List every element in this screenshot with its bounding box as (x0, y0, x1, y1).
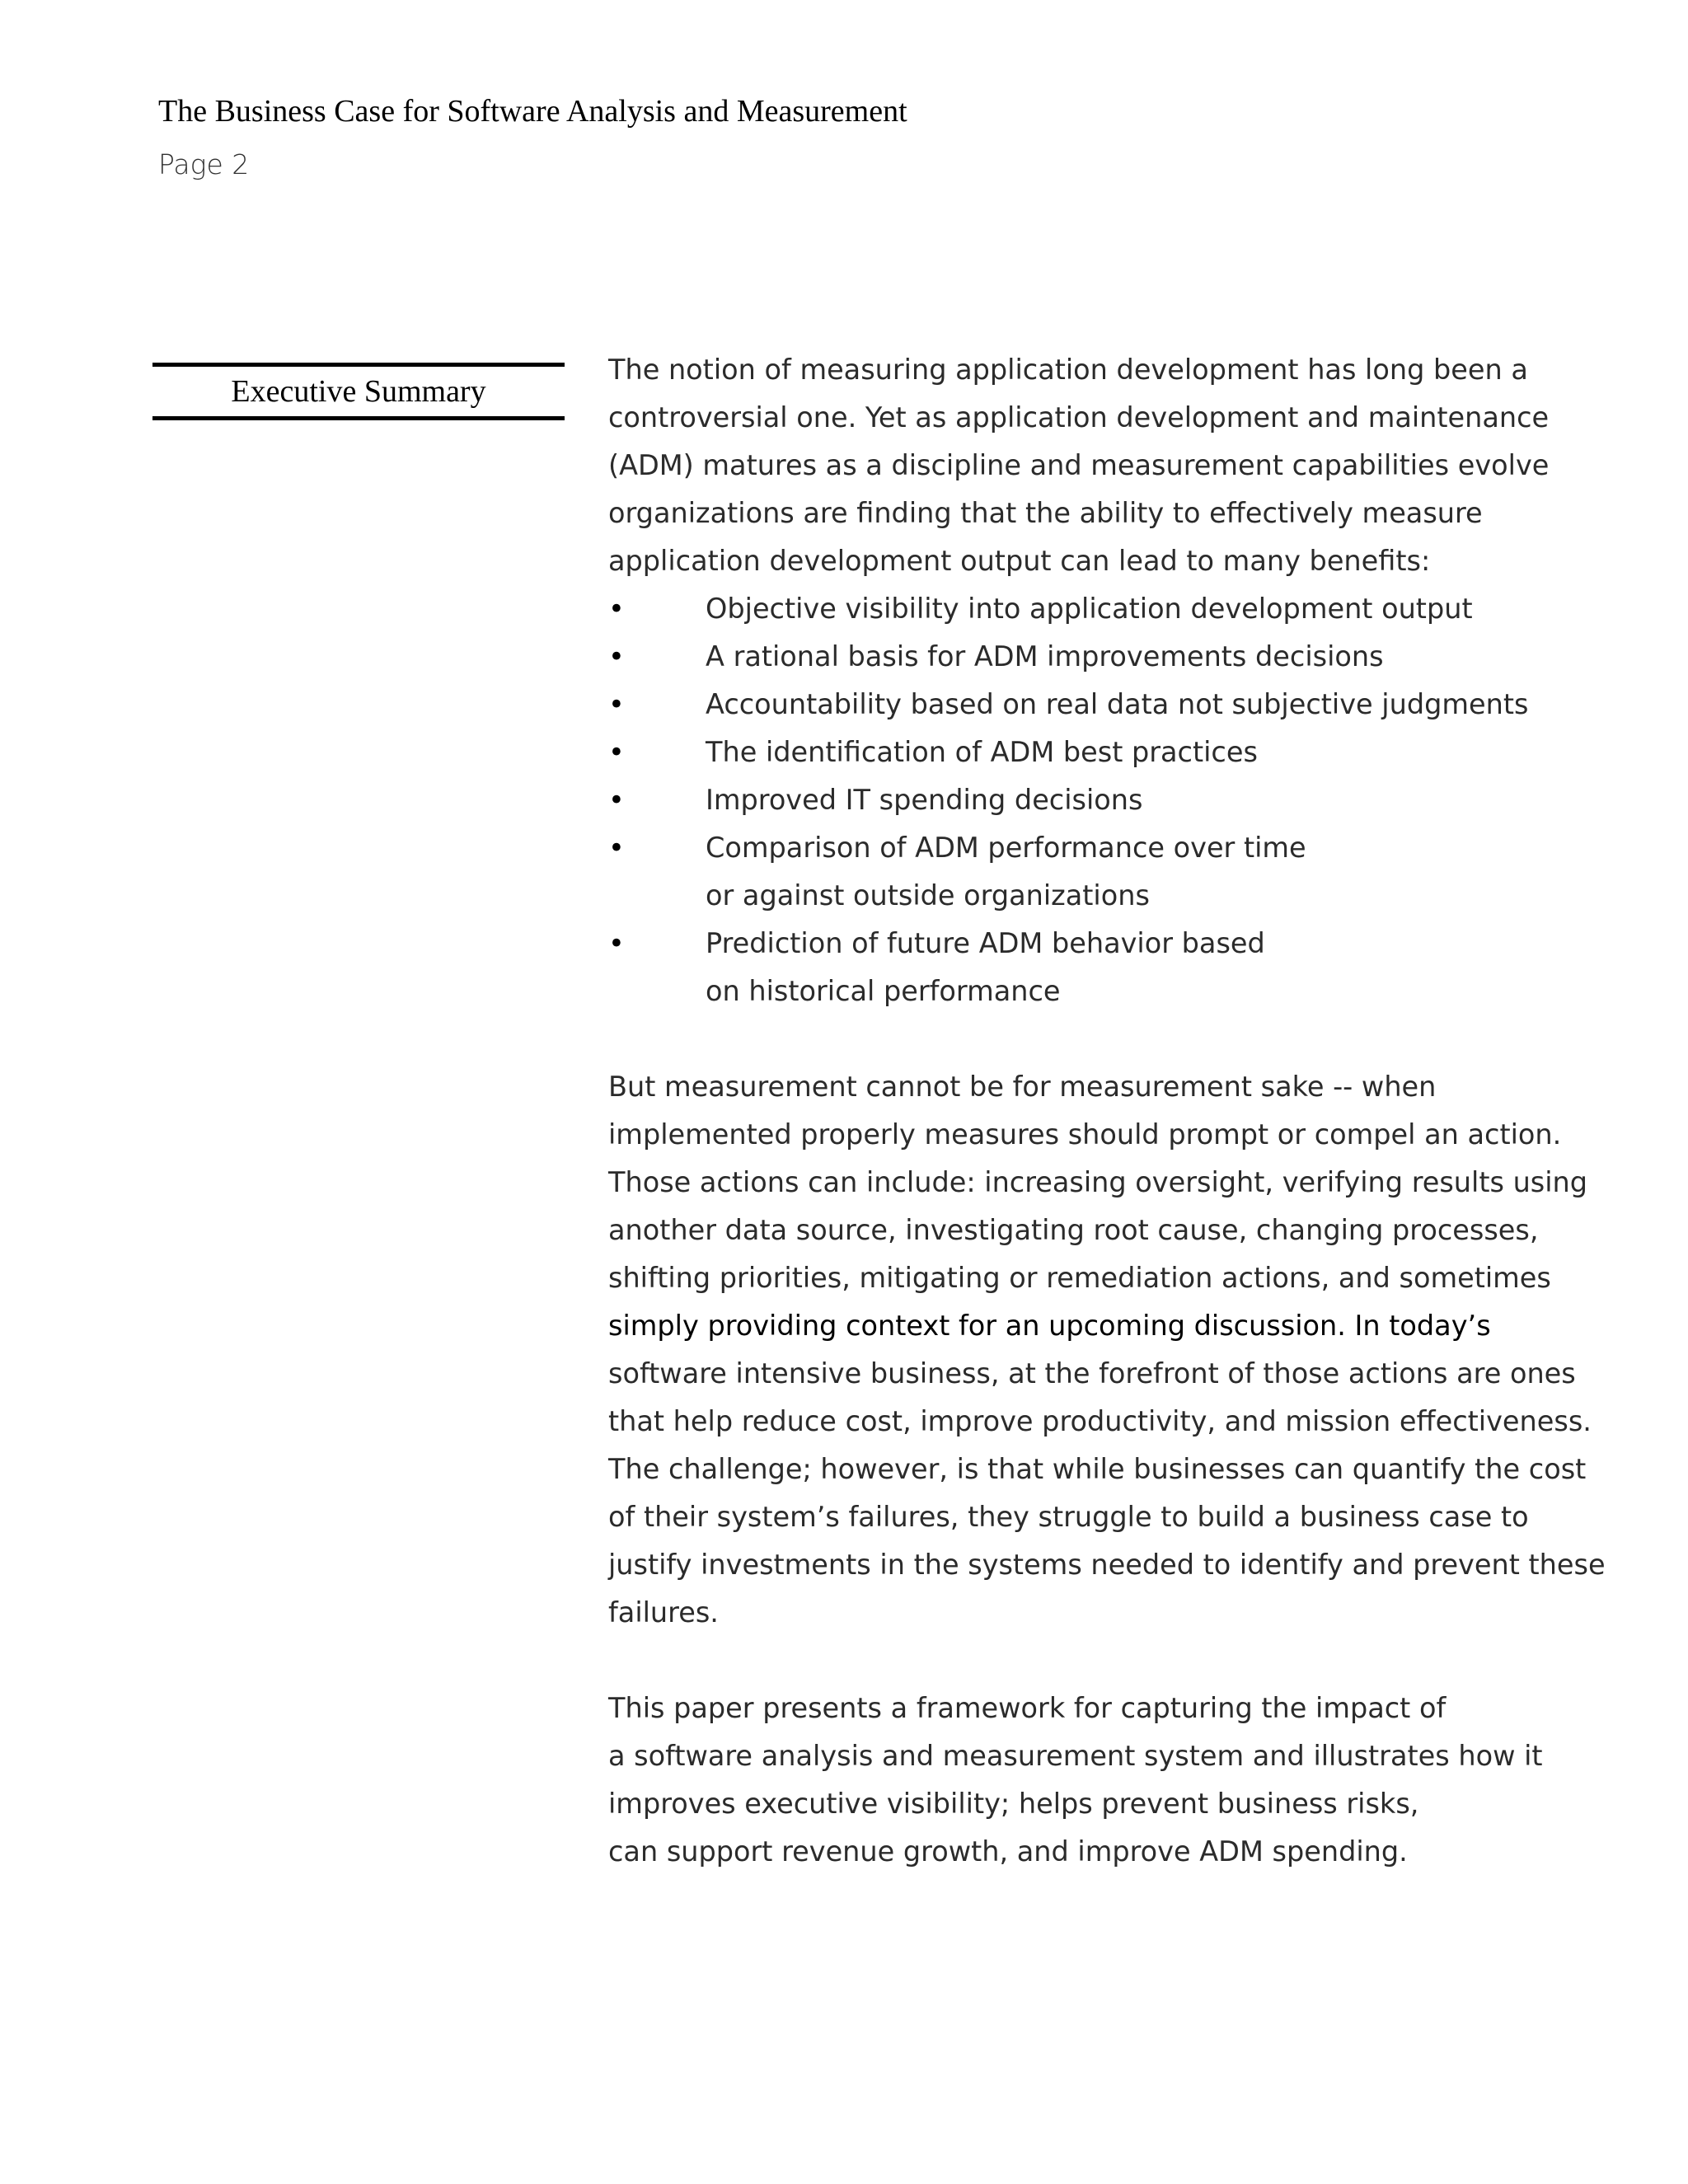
body-column (608, 346, 1606, 1876)
bullet-icon: • (608, 640, 625, 673)
list-item-text: Prediction of future ADM behavior based (706, 927, 1265, 959)
list-item-text: Objective visibility into application development output (706, 593, 1473, 625)
bullet-icon: • (608, 593, 625, 625)
bullet-icon: • (608, 832, 625, 864)
list-item (608, 585, 1515, 633)
list-item-text: The identification of ADM best practices (706, 736, 1258, 768)
section-heading: Executive Summary (231, 374, 486, 409)
text-line: (ADM) matures as a discipline and measurement capabilities evolve (608, 449, 1550, 481)
text-line: justify investments in the systems needed to identify and prevent these (608, 1549, 1606, 1581)
text-line: can support revenue growth, and improve ADM spending. (608, 1835, 1408, 1868)
text-line: software intensive business, at the forefront of those actions are ones (608, 1357, 1576, 1390)
text-line: a software analysis and measurement system and illustrates how it (608, 1740, 1543, 1772)
text-line: But measurement cannot be for measurement sake -- when (608, 1071, 1437, 1103)
text-line: organizations are finding that the ability to effectively measure (608, 497, 1483, 529)
page-number: Page 2 (158, 148, 250, 180)
benefits-list (608, 585, 1529, 1015)
bullet-icon: • (608, 784, 625, 816)
bullet-icon: • (608, 736, 625, 768)
list-item (608, 729, 1515, 776)
measurement-paragraph (608, 1063, 1606, 1637)
text-line: implemented properly measures should prompt or compel an action. (608, 1118, 1562, 1151)
document-title: The Business Case for Software Analysis and Measurement (158, 94, 907, 129)
list-item (608, 776, 1515, 824)
list-item (608, 681, 1529, 729)
list-item-text: Improved IT spending decisions (706, 784, 1143, 816)
paragraph-gap (608, 1637, 1515, 1685)
text-line: This paper presents a framework for capturing the impact of (608, 1692, 1447, 1724)
text-line: The notion of measuring application development has long been a (608, 354, 1528, 386)
sidebar-heading-box (152, 363, 565, 420)
text-line: application development output can lead to many benefits: (608, 545, 1431, 577)
list-item (608, 824, 1515, 920)
text-line: improves executive visibility; helps prevent business risks, (608, 1788, 1419, 1820)
list-item-text: or against outside organizations (706, 879, 1150, 912)
list-item-text: A rational basis for ADM improvements decisions (706, 640, 1384, 673)
list-item-text: Accountability based on real data not subjective judgments (706, 688, 1529, 720)
bullet-icon: • (608, 927, 625, 959)
text-line: The challenge; however, is that while businesses can quantify the cost (608, 1453, 1587, 1485)
bullet-icon: • (608, 688, 625, 720)
text-line: Those actions can include: increasing oversight, verifying results using (608, 1166, 1588, 1198)
text-line: of their system’s failures, they struggle to build a business case to (608, 1501, 1529, 1533)
list-item-text: on historical performance (706, 975, 1061, 1007)
list-item-text: Comparison of ADM performance over time (706, 832, 1306, 864)
text-line: controversial one. Yet as application development and maintenance (608, 401, 1550, 434)
intro-paragraph (608, 346, 1550, 585)
text-line: that help reduce cost, improve productivity, and mission effectiveness. (608, 1405, 1592, 1437)
list-item (608, 920, 1515, 1015)
text-line: shifting priorities, mitigating or remediation actions, and sometimes (608, 1262, 1551, 1294)
paragraph-gap (608, 1015, 1515, 1063)
text-line: another data source, investigating root cause, changing processes, (608, 1214, 1539, 1246)
text-line: failures. (608, 1596, 719, 1629)
text-line: simply providing context for an upcoming discussion. In today’s (608, 1310, 1491, 1342)
list-item (608, 633, 1515, 681)
framework-paragraph (608, 1685, 1543, 1876)
